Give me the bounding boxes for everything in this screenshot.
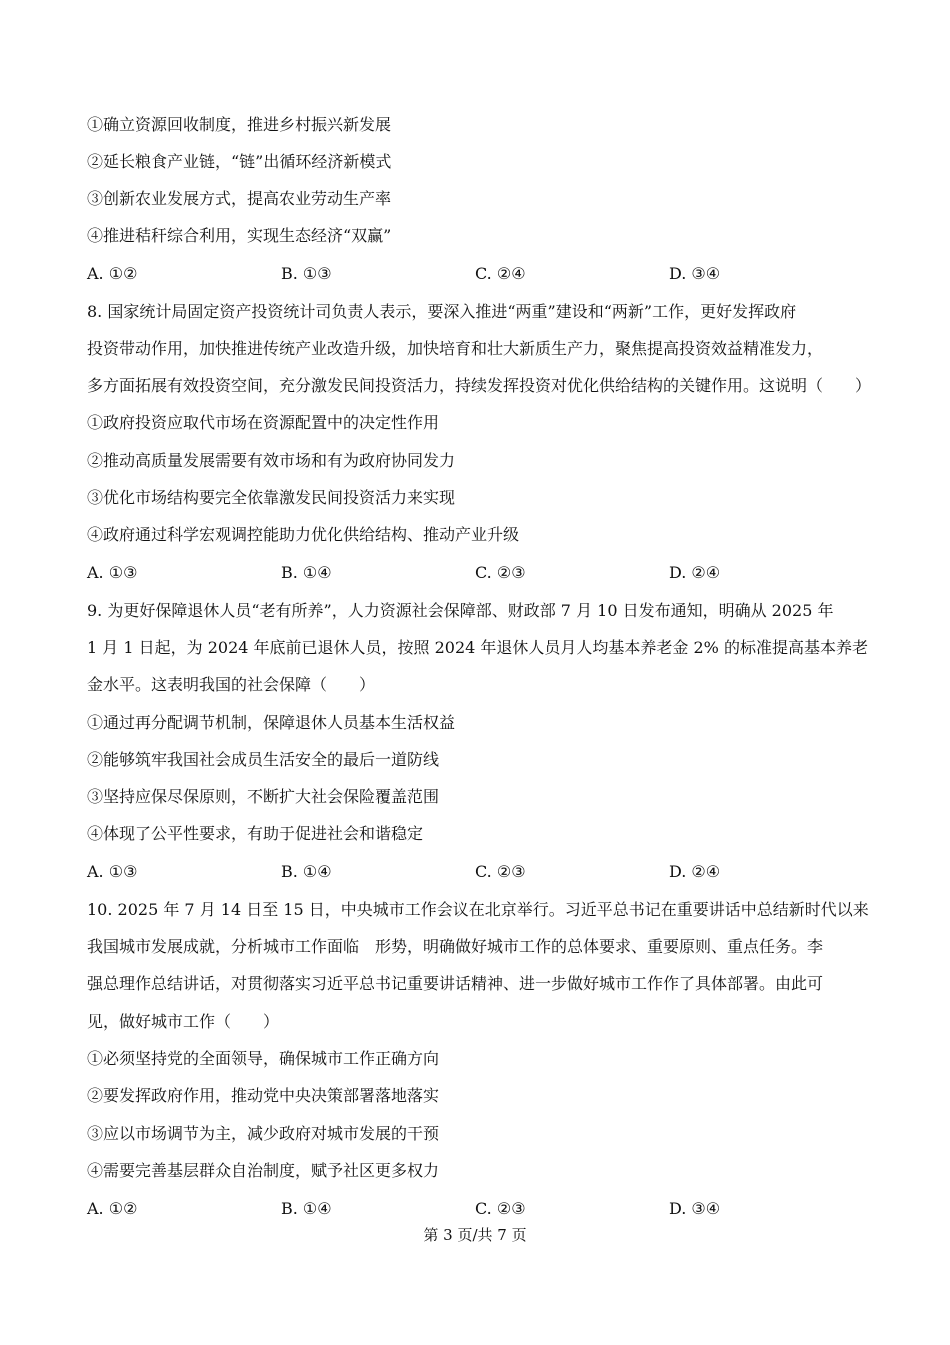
q8-item-4: ④政府通过科学宏观调控能助力优化供给结构、推动产业升级 bbox=[87, 525, 520, 544]
q7-option-b: B. ①③ bbox=[281, 264, 332, 283]
q7-item-3: ③创新农业发展方式，提高农业劳动生产率 bbox=[87, 189, 392, 208]
q10-option-a: A. ①② bbox=[87, 1199, 138, 1218]
q9-option-a: A. ①③ bbox=[87, 862, 138, 881]
q7-item-4: ④推进秸秆综合利用，实现生态经济“双赢” bbox=[87, 226, 392, 245]
q9-stem-line-2: 1 月 1 日起，为 2024 年底前已退休人员，按照 2024 年退休人员月人均基本养老金 2% 的标准提高基本养老 bbox=[87, 638, 868, 657]
q10-stem-line-1: 10. 2025 年 7 月 14 日至 15 日，中央城市工作会议在北京举行。习近平总书记在重要讲话中总结新时代以来 bbox=[87, 900, 869, 919]
q8-option-a: A. ①③ bbox=[87, 563, 138, 582]
q10-item-2: ②要发挥政府作用，推动党中央决策部署落地落实 bbox=[87, 1086, 440, 1105]
q10-item-1: ①必须坚持党的全面领导，确保城市工作正确方向 bbox=[87, 1049, 440, 1068]
q8-item-1: ①政府投资应取代市场在资源配置中的决定性作用 bbox=[87, 413, 440, 432]
q7-option-d: D. ③④ bbox=[669, 264, 721, 283]
q10-option-b: B. ①④ bbox=[281, 1199, 332, 1218]
q7-option-a: A. ①② bbox=[87, 264, 138, 283]
q9-item-1: ①通过再分配调节机制，保障退休人员基本生活权益 bbox=[87, 713, 456, 732]
q7-option-c: C. ②④ bbox=[475, 264, 526, 283]
q10-stem-line-4: 见，做好城市工作（ ） bbox=[87, 1012, 280, 1031]
q9-item-2: ②能够筑牢我国社会成员生活安全的最后一道防线 bbox=[87, 750, 440, 769]
q10-stem-line-3: 强总理作总结讲话，对贯彻落实习近平总书记重要讲话精神、进一步做好城市工作作了具体部署。由此可 bbox=[87, 974, 824, 993]
q8-option-c: C. ②③ bbox=[475, 563, 526, 582]
q8-option-b: B. ①④ bbox=[281, 563, 332, 582]
page-number: 第 3 页/共 7 页 bbox=[423, 1226, 527, 1244]
q10-option-c: C. ②③ bbox=[475, 1199, 526, 1218]
q8-stem-line-3: 多方面拓展有效投资空间，充分激发民间投资活力，持续发挥投资对优化供给结构的关键作用。这说明（ ） bbox=[87, 376, 872, 395]
q9-option-d: D. ②④ bbox=[669, 862, 721, 881]
q7-item-1: ①确立资源回收制度，推进乡村振兴新发展 bbox=[87, 115, 392, 134]
q10-option-d: D. ③④ bbox=[669, 1199, 721, 1218]
q7-item-2: ②延长粮食产业链，“链”出循环经济新模式 bbox=[87, 152, 392, 171]
q8-item-2: ②推动高质量发展需要有效市场和有为政府协同发力 bbox=[87, 451, 456, 470]
q9-item-4: ④体现了公平性要求，有助于促进社会和谐稳定 bbox=[87, 824, 424, 843]
q8-item-3: ③优化市场结构要完全依靠激发民间投资活力来实现 bbox=[87, 488, 456, 507]
q9-item-3: ③坚持应保尽保原则，不断扩大社会保险覆盖范围 bbox=[87, 787, 440, 806]
q9-option-b: B. ①④ bbox=[281, 862, 332, 881]
q10-item-3: ③应以市场调节为主，减少政府对城市发展的干预 bbox=[87, 1124, 440, 1143]
q9-stem-line-1: 9. 为更好保障退休人员“老有所养”，人力资源社会保障部、财政部 7 月 10 日发布通知，明确从 2025 年 bbox=[87, 601, 834, 620]
q8-stem-line-2: 投资带动作用，加快推进传统产业改造升级，加快培育和壮大新质生产力，聚焦提高投资效益精准发力， bbox=[87, 339, 824, 358]
q10-stem-line-2: 我国城市发展成就，分析城市工作面临 形势，明确做好城市工作的总体要求、重要原则、重点任务。李 bbox=[87, 937, 824, 956]
q8-option-d: D. ②④ bbox=[669, 563, 721, 582]
q10-item-4: ④需要完善基层群众自治制度，赋予社区更多权力 bbox=[87, 1161, 440, 1180]
q8-stem-line-1: 8. 国家统计局固定资产投资统计司负责人表示，要深入推进“两重”建设和“两新”工作，更好发挥政府 bbox=[87, 302, 797, 321]
q9-stem-line-3: 金水平。这表明我国的社会保障（ ） bbox=[87, 675, 376, 694]
q9-option-c: C. ②③ bbox=[475, 862, 526, 881]
